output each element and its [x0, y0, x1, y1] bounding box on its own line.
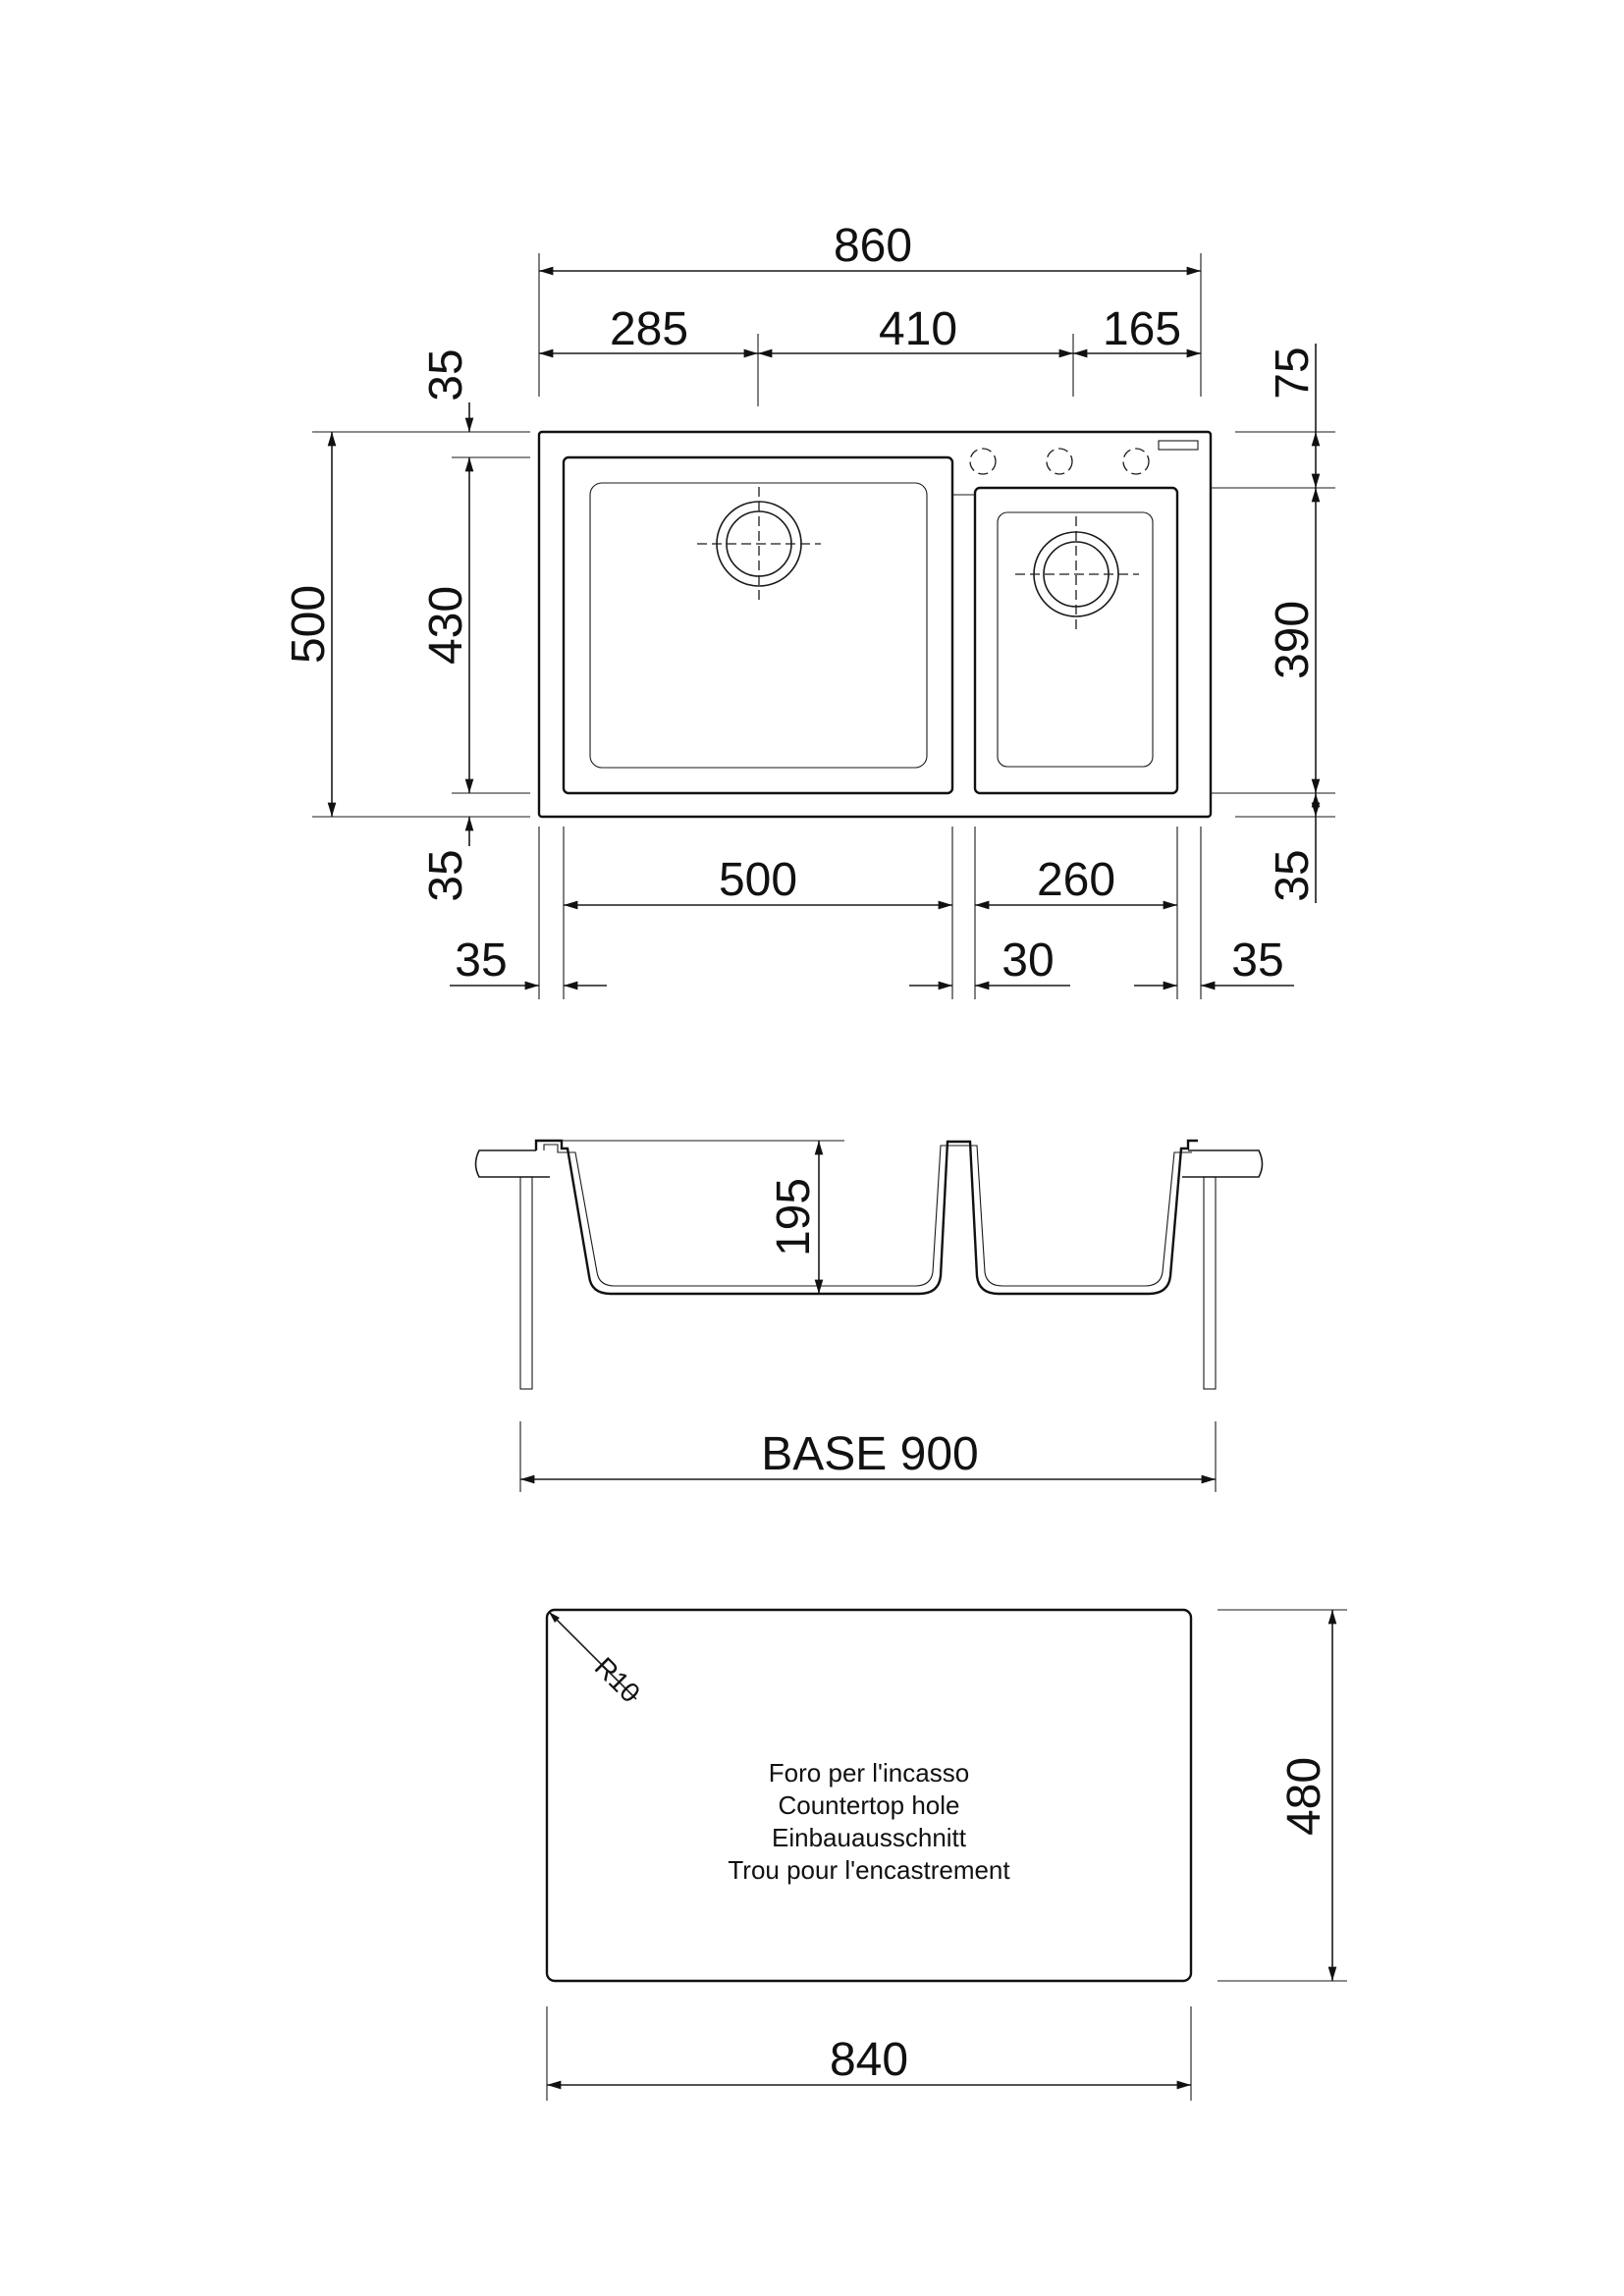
dim-bowl-height: 195	[768, 1177, 820, 1257]
countertop-left	[476, 1150, 551, 1177]
cutout-note-fr: Trou pour l'encastrement	[728, 1855, 1010, 1885]
dim-segment-left: 285	[609, 303, 689, 355]
dim-left-rim: 35	[455, 934, 508, 987]
cabinet-side-right	[1204, 1177, 1216, 1389]
small-drain	[1015, 516, 1139, 634]
sink-profile	[536, 1141, 1198, 1294]
sink-outline	[539, 432, 1211, 817]
dim-small-bowl-depth: 390	[1267, 600, 1319, 680]
section-view	[476, 1141, 1263, 1492]
cutout-note-en: Countertop hole	[778, 1790, 960, 1820]
top-view	[283, 220, 1335, 999]
overflow-slot-icon	[1159, 441, 1198, 450]
dim-main-bowl-width: 500	[718, 854, 798, 906]
dim-segment-right: 165	[1102, 303, 1182, 355]
tap-hole-icon	[970, 449, 996, 474]
dim-overall-depth: 500	[283, 584, 335, 665]
main-bowl-outer	[564, 457, 952, 793]
cutout-view	[547, 1610, 1347, 2101]
dim-base: BASE 900	[761, 1428, 979, 1480]
main-drain	[697, 487, 821, 605]
dim-cutout-depth: 480	[1278, 1756, 1330, 1837]
cutout-note-it: Foro per l'incasso	[768, 1758, 970, 1788]
dim-bottom-margin-right: 35	[1267, 849, 1319, 902]
cutout-note-de: Einbauausschnitt	[771, 1823, 967, 1852]
dim-overall-width: 860	[833, 220, 913, 272]
dim-small-bowl-width: 260	[1036, 854, 1116, 906]
dim-cutout-width: 840	[829, 2034, 909, 2086]
dim-top-margin-right: 75	[1267, 347, 1319, 400]
dim-right-rim: 35	[1231, 934, 1284, 987]
cabinet-side-left	[520, 1177, 532, 1389]
dim-segment-middle: 410	[878, 303, 958, 355]
tap-hole-icon	[1047, 449, 1072, 474]
small-bowl-inner	[998, 512, 1153, 767]
dim-divider: 30	[1001, 934, 1055, 987]
tap-hole-icon	[1123, 449, 1149, 474]
dim-top-margin-left: 35	[420, 348, 472, 401]
countertop-right	[1182, 1150, 1263, 1177]
dim-main-bowl-depth: 430	[420, 585, 472, 666]
dim-corner-radius: R10	[588, 1651, 647, 1709]
dim-bottom-margin-left: 35	[420, 849, 472, 902]
